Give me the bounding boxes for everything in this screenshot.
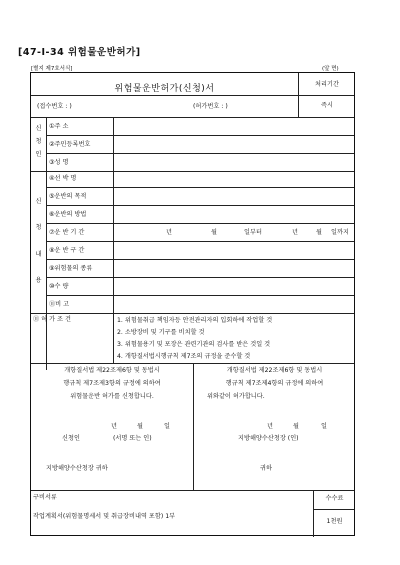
request-group-3: 내 bbox=[35, 251, 42, 258]
issuer-label: 지방해양수산청장 (인) bbox=[238, 435, 299, 442]
period-end-month: 월 bbox=[316, 229, 322, 236]
field-hazard-type: ⑨위험물의 종류 bbox=[49, 265, 93, 272]
condition-3: 3. 위험물용기 및 포장은 관련기관의 검사를 받은 것일 것 bbox=[117, 341, 271, 348]
request-group-2: 청 bbox=[35, 224, 42, 231]
fee-label: 수수료 bbox=[325, 495, 344, 502]
left-statement-line-2: 행규칙 제7조제3항의 규정에 의하여 bbox=[63, 380, 161, 387]
field-resident-number: ②주민등록번호 bbox=[49, 141, 91, 148]
left-date-month: 월 bbox=[137, 423, 143, 430]
signature-label: (서명 또는 인) bbox=[113, 435, 152, 442]
left-date-day: 일 bbox=[164, 423, 170, 430]
title-rule bbox=[31, 95, 354, 96]
right-statement-line-3: 위와같이 허가합니다. bbox=[207, 393, 265, 400]
left-date-year: 년 bbox=[111, 423, 117, 430]
document-title: [47-Ⅰ-34 위험물운반허가] bbox=[18, 47, 141, 58]
page-side-label: (앞 면) bbox=[322, 66, 339, 72]
fee-value: 1천원 bbox=[326, 518, 343, 525]
row-rule bbox=[46, 241, 354, 242]
right-date-day: 일 bbox=[321, 423, 327, 430]
section-rule bbox=[31, 171, 354, 172]
field-section: ⑧운 반 구 간 bbox=[49, 247, 85, 254]
row-rule bbox=[46, 277, 354, 278]
period-start-day: 일부터 bbox=[244, 229, 262, 236]
period-end-day: 일까지 bbox=[331, 229, 349, 236]
row-rule bbox=[46, 135, 354, 136]
applicant-group-2: 청 bbox=[35, 138, 42, 145]
left-statement-line-3: 위험물운반 허가를 신청합니다. bbox=[70, 393, 154, 400]
required-docs-label: 구비서류 bbox=[33, 494, 57, 501]
row-rule bbox=[46, 223, 354, 224]
conditions-divider bbox=[113, 313, 114, 363]
period-end-year: 년 bbox=[292, 229, 298, 236]
form-number: [별지 제7호서식] bbox=[31, 66, 73, 72]
required-docs-text: 작업계획서(위험물명세서 및 취급장비내역 포함) 1부 bbox=[33, 513, 176, 520]
application-form bbox=[30, 72, 355, 536]
applicant-group-3: 인 bbox=[35, 151, 42, 158]
request-group-1: 신 bbox=[35, 198, 42, 205]
row-rule bbox=[46, 295, 354, 296]
field-name: ③성 명 bbox=[49, 159, 69, 166]
label-divider bbox=[113, 117, 114, 333]
period-start-month: 월 bbox=[211, 229, 217, 236]
field-remarks: ⑪비 고 bbox=[49, 301, 70, 308]
fee-rule bbox=[313, 509, 354, 510]
header-rule bbox=[31, 117, 354, 118]
permit-number: (허가번호 : ) bbox=[193, 103, 228, 110]
applicant-label: 신청인 bbox=[62, 435, 80, 442]
conditions-label: ⑪ 허 가 조 건 bbox=[33, 316, 71, 323]
left-recipient: 지방해양수산청장 귀하 bbox=[46, 465, 108, 472]
condition-1: 1. 위험물취급 책임자등 안전관리자의 입회하에 작업할 것 bbox=[117, 317, 273, 324]
right-statement-line-2: 행규칙 제7조제4항의 규정에 의하여 bbox=[225, 380, 324, 387]
receipt-number: (접수번호 : ) bbox=[37, 103, 72, 110]
right-statement-line-1: 개항질서법 제22조제6항 및 동법시 bbox=[226, 367, 323, 374]
section-rule bbox=[31, 313, 354, 314]
processing-label: 처리기간 bbox=[315, 81, 339, 88]
row-rule bbox=[46, 187, 354, 188]
form-title: 위험물운반허가(신청)서 bbox=[114, 84, 215, 94]
group-divider bbox=[46, 117, 47, 370]
right-recipient: 귀하 bbox=[260, 465, 272, 472]
right-date-month: 월 bbox=[293, 423, 299, 430]
left-statement-line-1: 개항질서법 제22조제6항 및 동법시 bbox=[64, 367, 160, 374]
field-period: ⑦운 반 기 간 bbox=[49, 229, 85, 236]
condition-2: 2. 소방장비 및 기구를 비치할 것 bbox=[117, 329, 205, 336]
field-method: ⑥운반의 방법 bbox=[49, 211, 87, 218]
condition-4: 4. 개항질서법시행규칙 제7조의 규정을 준수할 것 bbox=[117, 353, 251, 360]
applicant-group-1: 신 bbox=[35, 125, 42, 132]
footer-rule bbox=[31, 490, 354, 491]
processing-value: 즉시 bbox=[321, 102, 333, 109]
field-address: ①주 소 bbox=[49, 123, 69, 130]
field-purpose: ⑤운반의 목적 bbox=[49, 193, 87, 200]
row-rule bbox=[46, 259, 354, 260]
row-rule bbox=[46, 205, 354, 206]
row-rule bbox=[46, 153, 354, 154]
period-start-year: 년 bbox=[166, 229, 172, 236]
request-group-4: 용 bbox=[35, 277, 42, 284]
right-date-year: 년 bbox=[267, 423, 273, 430]
field-ship-name: ④선 박 명 bbox=[49, 175, 77, 182]
field-quantity: ⑩수 량 bbox=[49, 283, 69, 290]
